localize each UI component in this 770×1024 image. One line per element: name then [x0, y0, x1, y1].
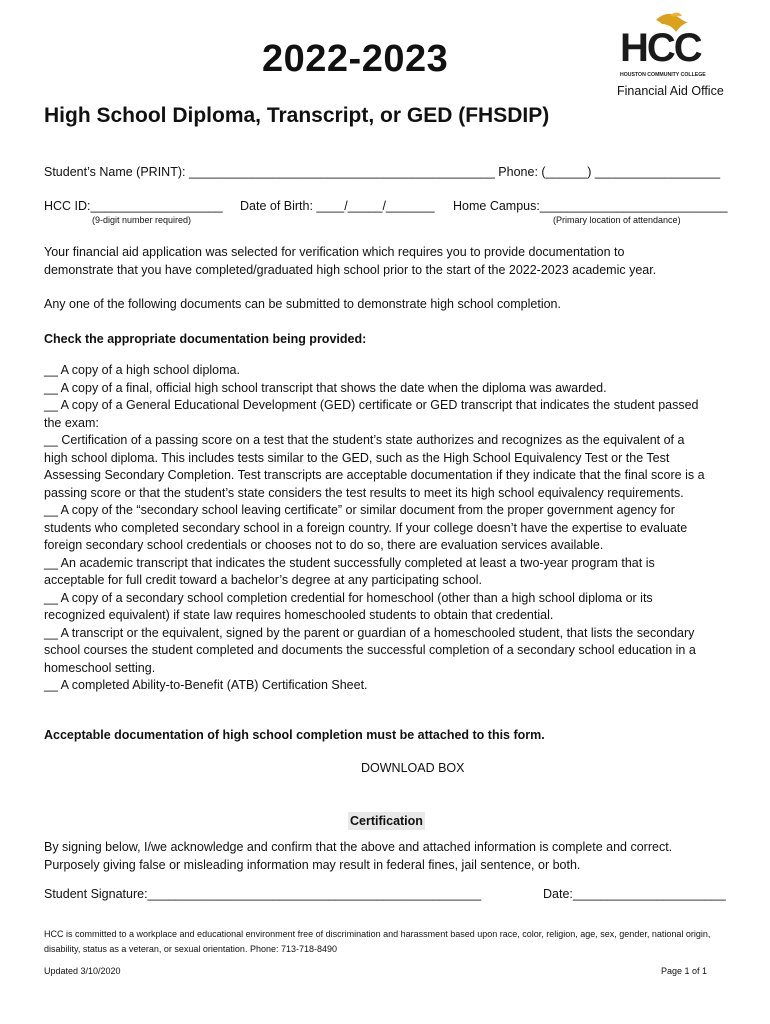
attach-note: Acceptable documentation of high school completion must be attached to this form.: [44, 728, 545, 742]
page-number: Page 1 of 1: [661, 966, 708, 976]
certification-line: By signing below, I/we acknowledge and confirm that the above and attached information is complete and correct.: [44, 840, 673, 854]
intro-line: Your financial aid application was selected for verification which requires you to provide documentation to: [44, 245, 625, 259]
option-ged[interactable]: __ A copy of a General Educational Development (GED) certificate or GED transcript that indicates the student passed: [44, 398, 699, 412]
campus-hint: (Primary location of attendance): [553, 215, 681, 225]
intro-line: demonstrate that you have completed/graduated high school prior to the start of the 2022-2023 academic year.: [44, 262, 657, 277]
option-diploma[interactable]: __ A copy of a high school diploma.: [44, 363, 240, 377]
intro-paragraph: [44, 244, 734, 279]
student-name-phone-line[interactable]: Student’s Name (PRINT): ____________________________________________ Phone: (______) __________________: [44, 165, 721, 179]
school-year: 2022-2023: [262, 38, 449, 80]
option-state-test-cont: passing score or that the student’s state considers the test results to meet its high school equivalency requirements.: [44, 485, 684, 500]
option-state-test-cont: Assessing Secondary Completion. Test transcripts are acceptable documentation if they indicate that the final score is a: [44, 468, 705, 482]
certification-text: [44, 839, 734, 874]
updated-date: Updated 3/10/2020: [44, 966, 121, 976]
option-academic-transcript-cont: acceptable for full credit toward a bachelor’s degree at any participating school.: [44, 573, 482, 587]
option-ged-cont: the exam:: [44, 415, 99, 430]
date-of-birth-field[interactable]: Date of Birth: ____/_____/_______: [240, 199, 435, 213]
office-name: Financial Aid Office: [617, 84, 724, 98]
hcc-id-field[interactable]: HCC ID:___________________: [44, 199, 223, 213]
student-signature-field[interactable]: Student Signature:________________________________________________: [44, 887, 482, 901]
option-transcript[interactable]: __ A copy of a final, official high school transcript that shows the date when the diploma was awarded.: [44, 380, 607, 395]
option-state-test[interactable]: __ Certification of a passing score on a test that the student’s state authorizes and recognizes as the equivalent of a: [44, 433, 685, 447]
logo-subtext: HOUSTON COMMUNITY COLLEGE: [620, 72, 706, 78]
certification-heading: Certification: [350, 814, 423, 828]
option-atb-sheet[interactable]: __ A completed Ability-to-Benefit (ATB) Certification Sheet.: [44, 678, 368, 692]
option-foreign-certificate-cont: foreign secondary school credentials or chooses not to do so, there are evaluation services available.: [44, 538, 604, 552]
documentation-options: [44, 362, 734, 695]
download-box[interactable]: DOWNLOAD BOX: [361, 761, 465, 775]
home-campus-field[interactable]: Home Campus:___________________________: [453, 199, 728, 213]
certification-line: Purposely giving false or misleading information may result in federal fines, jail sentence, or both.: [44, 857, 581, 872]
hcc-logo: [618, 12, 724, 84]
form-title: High School Diploma, Transcript, or GED (FHSDIP): [44, 104, 550, 127]
option-homeschool-transcript-cont: school courses the student completed and documents the successful completion of a secondary school education in a: [44, 643, 696, 657]
option-homeschool-credential[interactable]: __ A copy of a secondary school completion credential for homeschool (other than a high school diploma or its: [44, 590, 653, 605]
option-foreign-certificate[interactable]: __ A copy of the “secondary school leaving certificate” or similar document from the proper government agency for: [44, 503, 675, 517]
signature-date-field[interactable]: Date:______________________: [543, 887, 726, 901]
option-academic-transcript[interactable]: __ An academic transcript that indicates the student successfully completed at least a two-year program that is: [44, 555, 655, 570]
option-homeschool-transcript[interactable]: __ A transcript or the equivalent, signed by the parent or guardian of a homeschooled student, that lists the secondary: [44, 625, 695, 640]
option-state-test-cont: high school diploma. This includes tests similar to the GED, such as the High School Equivalency Test or the Test: [44, 450, 670, 465]
logo-text: HCC: [620, 26, 701, 70]
option-homeschool-transcript-cont: homeschool setting.: [44, 660, 156, 675]
any-one-paragraph: Any one of the following documents can be submitted to demonstrate high school completion.: [44, 297, 561, 311]
option-foreign-certificate-cont: students who completed secondary school in a foreign country. If your college doesn’t have the expertise to evaluate: [44, 520, 688, 535]
check-heading: Check the appropriate documentation being provided:: [44, 332, 367, 346]
hcc-id-hint: (9-digit number required): [92, 215, 192, 225]
option-homeschool-credential-cont: recognized equivalent) if state law requires homeschooled students to obtain that credential.: [44, 608, 554, 622]
nondiscrimination-notice: HCC is committed to a workplace and educational environment free of discrimination and harassment based upon race, color, religion, age, sex, gender, national origin, disability, status as a veteran, or sexual orientation. Phone: 713-718-8490: [44, 929, 711, 954]
